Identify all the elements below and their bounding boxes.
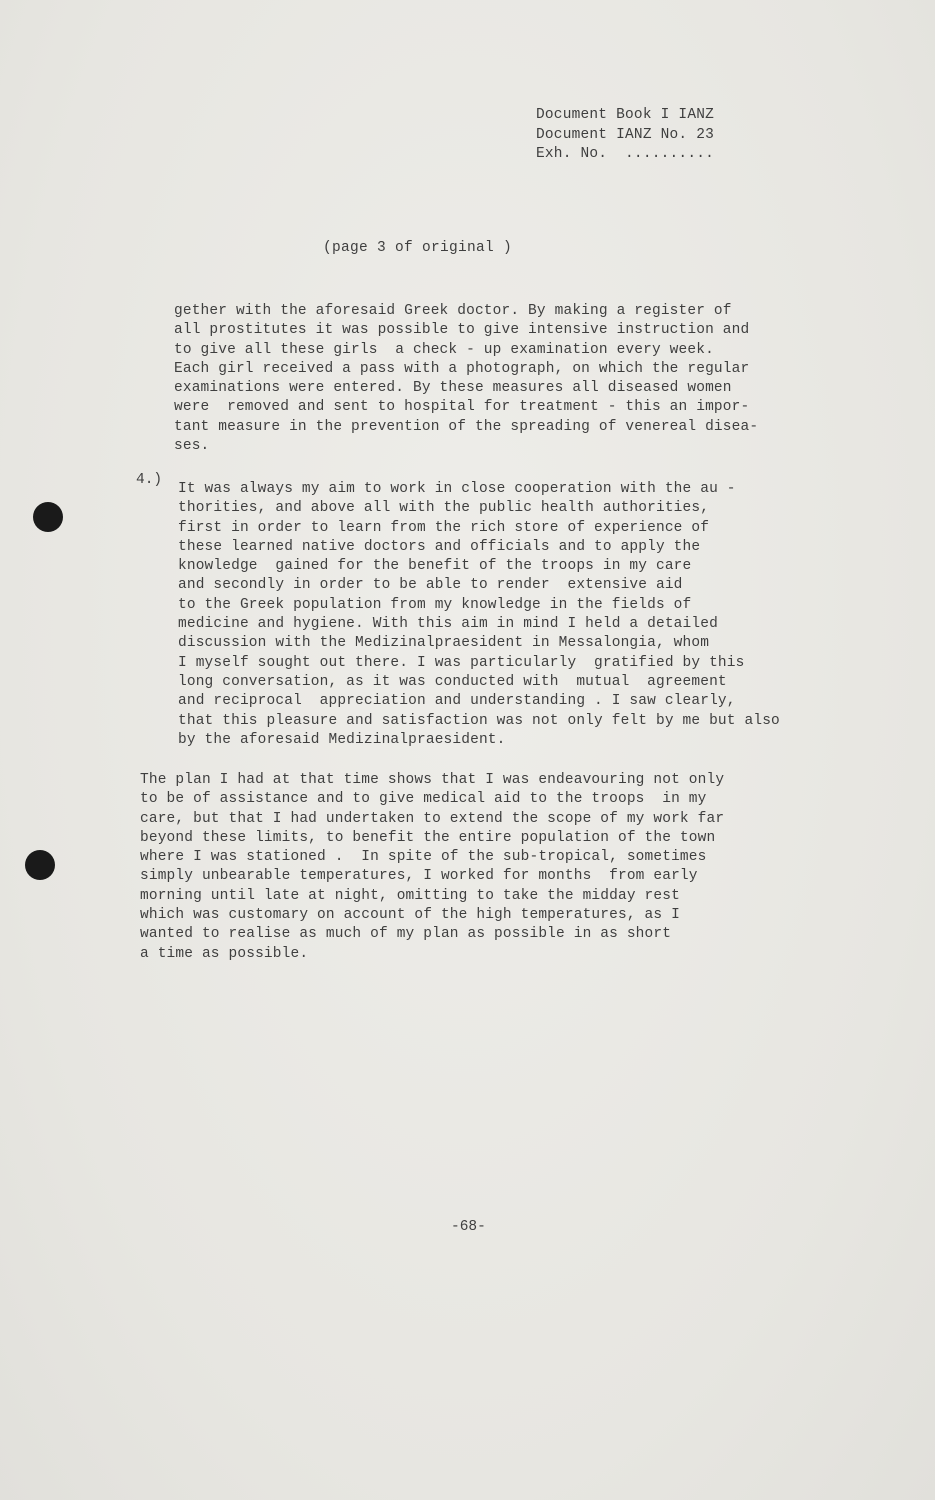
text-line: which was customary on account of the high temperatures, as I [140,907,680,924]
text-line: first in order to learn from the rich store of experience of [178,519,710,536]
paragraph-plan [140,771,724,964]
paragraph-number: 4.) [136,472,163,488]
text-line: examinations were entered. By these measures all diseased women [174,380,732,397]
text-line: It was always my aim to work in close cooperation with the au - [178,481,736,497]
text-line: care, but that I had undertaken to extend the scope of my work far [140,810,725,827]
text-line: beyond these limits, to benefit the entire population of the town [140,829,716,846]
text-line: and secondly in order to be able to render extensive aid [178,577,683,594]
text-line: long conversation, as it was conducted with mutual agreement [178,673,727,690]
text-line: to give all these girls a check - up examination every week. [174,341,714,358]
text-line: knowledge gained for the benefit of the troops in my care [178,558,692,575]
text-line: a time as possible. [140,945,309,962]
text-line: by the aforesaid Medizinalpraesident. [178,731,506,748]
text-line: discussion with the Medizinalpraesident in Messalongia, whom [178,635,710,652]
text-line: wanted to realise as much of my plan as possible in as short [140,926,672,943]
text-line: where I was stationed . In spite of the sub-tropical, sometimes [140,849,707,866]
text-line: ses. [174,438,210,455]
paragraph-continuation [174,302,758,456]
text-line: to the Greek population from my knowledge in the fields of [178,596,692,613]
text-line: I myself sought out there. I was particularly gratified by this [178,654,745,671]
text-line: that this pleasure and satisfaction was not only felt by me but also [178,712,780,729]
header-line-exhibit-number: Exh. No. .......... [536,146,715,162]
text-line: and reciprocal appreciation and understanding . I saw clearly, [178,693,736,710]
header-line-book: Document Book I IANZ [536,107,715,123]
text-line: thorities, and above all with the public health authorities, [178,500,710,517]
text-line: all prostitutes it was possible to give intensive instruction and [174,322,750,339]
original-page-reference: (page 3 of original ) [323,240,513,256]
text-line: simply unbearable temperatures, I worked for months from early [140,868,698,885]
text-line: medicine and hygiene. With this aim in mind I held a detailed [178,616,718,633]
punch-hole-lower [25,850,55,880]
text-line: tant measure in the prevention of the spreading of venereal disea- [174,418,759,435]
text-line: Each girl received a pass with a photograph, on which the regular [174,360,750,377]
text-line: morning until late at night, omitting to take the midday rest [140,887,680,904]
document-header [536,106,714,165]
text-line: were removed and sent to hospital for treatment - this an impor- [174,399,750,416]
punch-hole-upper [33,502,63,532]
text-line: The plan I had at that time shows that I was endeavouring not only [140,772,725,788]
header-line-document-number: Document IANZ No. 23 [536,126,715,143]
text-line: to be of assistance and to give medical aid to the troops in my [140,791,707,808]
text-line: these learned native doctors and officials and to apply the [178,538,701,555]
page-number: -68- [451,1219,486,1235]
paragraph-4 [178,480,780,750]
text-line: gether with the aforesaid Greek doctor. By making a register of [174,303,732,319]
